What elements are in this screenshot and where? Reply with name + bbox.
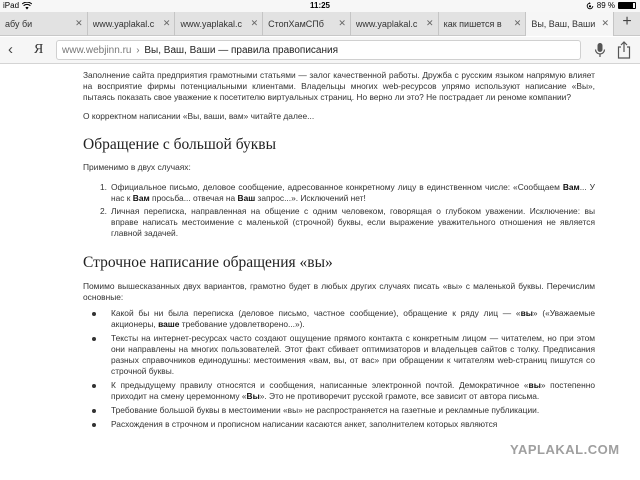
orientation-lock-icon — [586, 2, 594, 10]
new-tab-button[interactable]: + — [622, 13, 632, 30]
list-item — [83, 333, 595, 377]
back-button[interactable]: ‹ — [8, 41, 13, 58]
heading-capital-letter: Обращение с большой буквы — [83, 136, 277, 153]
list-text: Требование большой буквы в местоимении «вы» не распространяется на газетные и рекламные публикации. — [111, 405, 540, 415]
list-item — [83, 380, 595, 402]
yandex-logo-button[interactable]: Я — [34, 42, 44, 57]
read-more-text: О корректном написании «Вы, ваши, вам» читайте далее... — [83, 111, 315, 121]
device-name: iPad — [3, 1, 20, 10]
url-field[interactable] — [56, 40, 581, 60]
tab-4[interactable] — [263, 12, 351, 36]
battery-fill — [619, 3, 633, 8]
list-text: » постепенно приходит на смену церемонному « — [111, 380, 595, 401]
tab-label: www.yaplakal.c — [180, 19, 242, 29]
share-icon[interactable] — [616, 41, 632, 59]
tab-close-icon[interactable]: ✕ — [426, 18, 434, 28]
list-item — [83, 206, 595, 239]
address-bar — [0, 37, 640, 64]
tab-label: Вы, Ваш, Ваши — [531, 19, 596, 29]
list-text: Какой бы ни была переписка (деловое письмо, частное сообщение), обращение к ряду лиц — « — [111, 308, 521, 318]
tab-label: абу би — [5, 19, 33, 29]
list-item — [83, 308, 595, 330]
list-text: Личная переписка, направленная на общение с одним человеком, говорящая о глубоком уважении. Исключение: вы вправе написать местоимение с маленькой (строчной) буквы, если выражение уважительного отношения не является главной задачей. — [111, 206, 595, 238]
list-number: 2. — [100, 206, 107, 216]
tab-label: www.yaplakal.c — [355, 19, 418, 29]
bullet-icon — [92, 337, 96, 341]
tab-bar — [0, 12, 640, 36]
list-item — [83, 182, 595, 204]
tab-1[interactable] — [0, 12, 88, 36]
list-text: ... У нас к — [111, 182, 595, 203]
list-text: просьба... отвечая на — [149, 193, 238, 203]
emphasis: вы — [528, 380, 541, 390]
url-domain: www.webjinn.ru — [62, 45, 132, 56]
list-item — [83, 405, 595, 416]
emphasis: вы — [520, 308, 533, 318]
list-text: » («Уважаемые акционеры, — [111, 308, 595, 329]
tab-6[interactable] — [439, 12, 527, 36]
battery-icon — [618, 2, 636, 9]
list-text: запрос...». Исключений нет! — [255, 193, 366, 203]
status-bar — [0, 0, 640, 12]
bullet-list — [83, 308, 595, 430]
tab-close-icon[interactable]: ✕ — [513, 18, 522, 28]
list-text: требование удовлетворено...»). — [179, 319, 305, 329]
tab-5[interactable] — [351, 12, 439, 36]
watermark — [507, 441, 620, 458]
bullet-icon — [92, 312, 96, 316]
status-right — [586, 1, 636, 10]
tab-label: www.yaplakal.c — [92, 19, 155, 29]
url-page-title: Вы, Ваш, Ваши — правила правописания — [144, 45, 339, 56]
list-text: Расхождения в строчном и прописном написании касаются анкет, заполнителем которых являются — [111, 419, 498, 429]
url-separator: › — [136, 45, 140, 56]
list-text: ». Это не противоречит русской грамоте, все зависит от автора письма. — [259, 391, 540, 401]
list-number: 1. — [100, 182, 107, 192]
tab-label: как пишется в — [443, 19, 502, 29]
emphasis: Ваш — [237, 193, 256, 203]
numbered-list — [83, 182, 595, 239]
emphasis: Вы — [246, 391, 260, 401]
after-paragraph: Помимо вышесказанных двух вариантов, грамотно будет в любых других случаях писать «вы» с маленькой буквы. Перечислим основные: — [83, 281, 595, 302]
emphasis: Вам — [562, 182, 580, 192]
watermark-text: YAPLAKAL.COM — [510, 442, 620, 457]
tab-close-icon[interactable]: ✕ — [75, 18, 83, 28]
apply-text: Применимо в двух случаях: — [83, 162, 191, 172]
list-item — [83, 419, 595, 430]
heading-lowercase: Строчное написание обращения «вы» — [83, 254, 333, 271]
bullet-icon — [92, 384, 96, 388]
tab-close-icon[interactable]: ✕ — [598, 18, 609, 29]
tab-7[interactable] — [526, 12, 614, 36]
tab-close-icon[interactable]: ✕ — [162, 18, 171, 28]
tab-label: СтопХамСПб — [268, 19, 324, 29]
tab-close-icon[interactable]: ✕ — [250, 18, 259, 28]
emphasis: ваше — [158, 319, 180, 329]
bullet-icon — [92, 423, 96, 427]
tab-close-icon[interactable]: ✕ — [338, 18, 346, 28]
clock: 11:25 — [309, 1, 331, 10]
article — [83, 64, 595, 433]
emphasis: Вам — [132, 193, 150, 203]
tab-2[interactable] — [88, 12, 176, 36]
intro-paragraph: Заполнение сайта предприятия грамотными статьями — залог качественной работы. Дружба с русским языком напрямую влияет на восприятие фирмы потенциальными клиентами. Владельцы многих web-ресурсов упрямо используют написание «Вы», пытаясь показать свое уважение к посетителю виртуальных страниц. Но верно ли это? Не пострадает ли реноме компании? — [83, 70, 595, 102]
list-text: К предыдущему правилу относятся и сообщения, написанные электронной почтой. Демократичное « — [111, 380, 529, 390]
list-text: Официальное письмо, деловое сообщение, адресованное конкретному лицу в единственном числе: «Сообщаем — [111, 182, 563, 192]
battery-percent: 89 % — [596, 1, 615, 10]
tab-3[interactable] — [175, 12, 263, 36]
list-text: Тексты на интернет-ресурсах часто создают ощущение прямого контакта с конкретным лицом — читателем, но при этом они направлены на многих пользователей. Этот факт сбивает оптимизаторов и владельцев сайтов с толку. Предписания разных справочников единодушны: местоимения «вам, вы, от вас» при обращении к читателям web-страниц пишутся со строчной буквы. — [111, 333, 595, 376]
bullet-icon — [92, 409, 96, 413]
microphone-icon[interactable] — [594, 42, 606, 58]
